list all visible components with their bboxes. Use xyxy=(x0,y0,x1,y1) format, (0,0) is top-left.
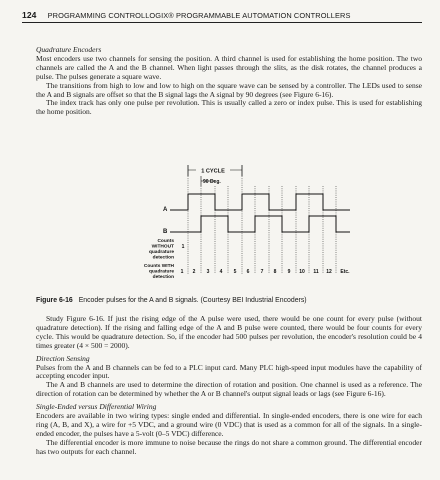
svg-text:2: 2 xyxy=(192,269,196,275)
paragraph: Most encoders use two channels for sensing the position. A third channel is used for establishing the home position. The two channels are called the A and the B channel. When light passes through the slits, as the disk rotates, the channel produces a pulse. The pulses generate a square wave. xyxy=(36,53,422,81)
svg-text:quadrature: quadrature xyxy=(148,269,174,275)
svg-text:Counts: Counts xyxy=(157,239,174,244)
figure-6-16 xyxy=(60,162,400,292)
quadrature-section xyxy=(36,46,422,117)
counts-with-label xyxy=(144,263,175,280)
page-number: 124 xyxy=(22,10,37,20)
counts-without-label xyxy=(149,238,174,261)
figure-caption xyxy=(36,297,426,304)
svg-text:3: 3 xyxy=(206,269,210,275)
page-header xyxy=(22,8,422,23)
signal-b-label: B xyxy=(163,229,168,235)
caption-label: Figure 6-16 xyxy=(36,297,73,304)
svg-text:10: 10 xyxy=(299,269,305,275)
svg-text:9: 9 xyxy=(287,269,291,275)
paragraph: Pulses from the A and B channels can be fed to a PLC input card. Many PLC high-speed input modules have the capability of accepting encoder input. xyxy=(36,362,422,381)
with-count-numbers xyxy=(193,269,351,275)
svg-text:quadrature: quadrature xyxy=(148,250,174,255)
svg-text:7: 7 xyxy=(260,269,264,275)
svg-text:12: 12 xyxy=(326,269,332,275)
svg-text:6: 6 xyxy=(246,269,250,275)
without-count-1: 1 xyxy=(181,244,185,250)
body-section-2 xyxy=(36,315,422,457)
svg-text:4: 4 xyxy=(219,269,223,275)
svg-text:WITHOUT: WITHOUT xyxy=(151,244,174,250)
svg-text:11: 11 xyxy=(313,269,319,275)
svg-text:detection: detection xyxy=(152,255,174,261)
dotted-guides xyxy=(188,176,336,274)
cycle-label: 1 CYCLE xyxy=(201,168,225,175)
deg-label: 90 Deg. xyxy=(203,179,221,185)
paragraph: The transitions from high to low and low to high on the square wave can be sensed by a controller. The LEDs used to sense the A and B signals are offset so that the B signal lags the A signal by 90 degrees (see Figure 6-16). xyxy=(36,80,422,99)
paragraph: Study Figure 6-16. If just the rising edge of the A pulse were used, there would be one count for every pulse (without quadrature detection). If the rising and falling edge of the A and B pulse were counted, there would be four counts for every cycle. This would be quadrature detection. So, if the encoder had 500 pulses per revolution, the encoder's resolution could be 4 times greater (4 × 500 = 2000). xyxy=(36,314,422,350)
caption-text: Encoder pulses for the A and B signals. (Courtesy BEI Industrial Encoders) xyxy=(78,297,307,304)
svg-text:Etc.: Etc. xyxy=(340,269,350,275)
svg-text:Counts WITH: Counts WITH xyxy=(143,264,174,269)
signal-a-waveform xyxy=(170,194,350,210)
svg-text:detection: detection xyxy=(152,275,174,280)
signal-a-label: A xyxy=(163,207,168,213)
running-title: PROGRAMMING CONTROLLOGIX® PROGRAMMABLE AUTOMATION CONTROLLERS xyxy=(47,11,351,20)
encoder-pulse-diagram xyxy=(60,162,400,292)
paragraph: The A and B channels are used to determine the direction of rotation and position. One channel is used as a reference. The direction of rotation can be determined by whether the A or B channel's output signal leads or lags (see Figure 6-16). xyxy=(36,380,422,399)
section-heading-wiring: Single-Ended versus Differential Wiring xyxy=(36,402,157,412)
svg-text:8: 8 xyxy=(273,269,277,275)
paragraph: The index track has only one pulse per revolution. This is usually called a zero or index pulse. This is used for establishing the home position. xyxy=(36,98,422,117)
svg-text:5: 5 xyxy=(233,269,237,275)
paragraph: Encoders are available in two wiring types: single ended and differential. In single-ended encoders, there is one wire for each ring (A, B, and X), a wire for +5 VDC, and a ground wire (0 VDC) that is used as a common for all of the signals. In a single-ended encoder, the pulses have a 5-volt (0–5 VDC) difference. xyxy=(36,411,422,438)
with-count-1: 1 xyxy=(180,269,184,275)
section-heading-quadrature: Quadrature Encoders xyxy=(36,45,102,54)
section-heading-direction: Direction Sensing xyxy=(36,353,90,363)
paragraph: The differential encoder is more immune to noise because the rings do not share a common ground. The differential encoder has two outputs for each channel. xyxy=(36,437,422,456)
